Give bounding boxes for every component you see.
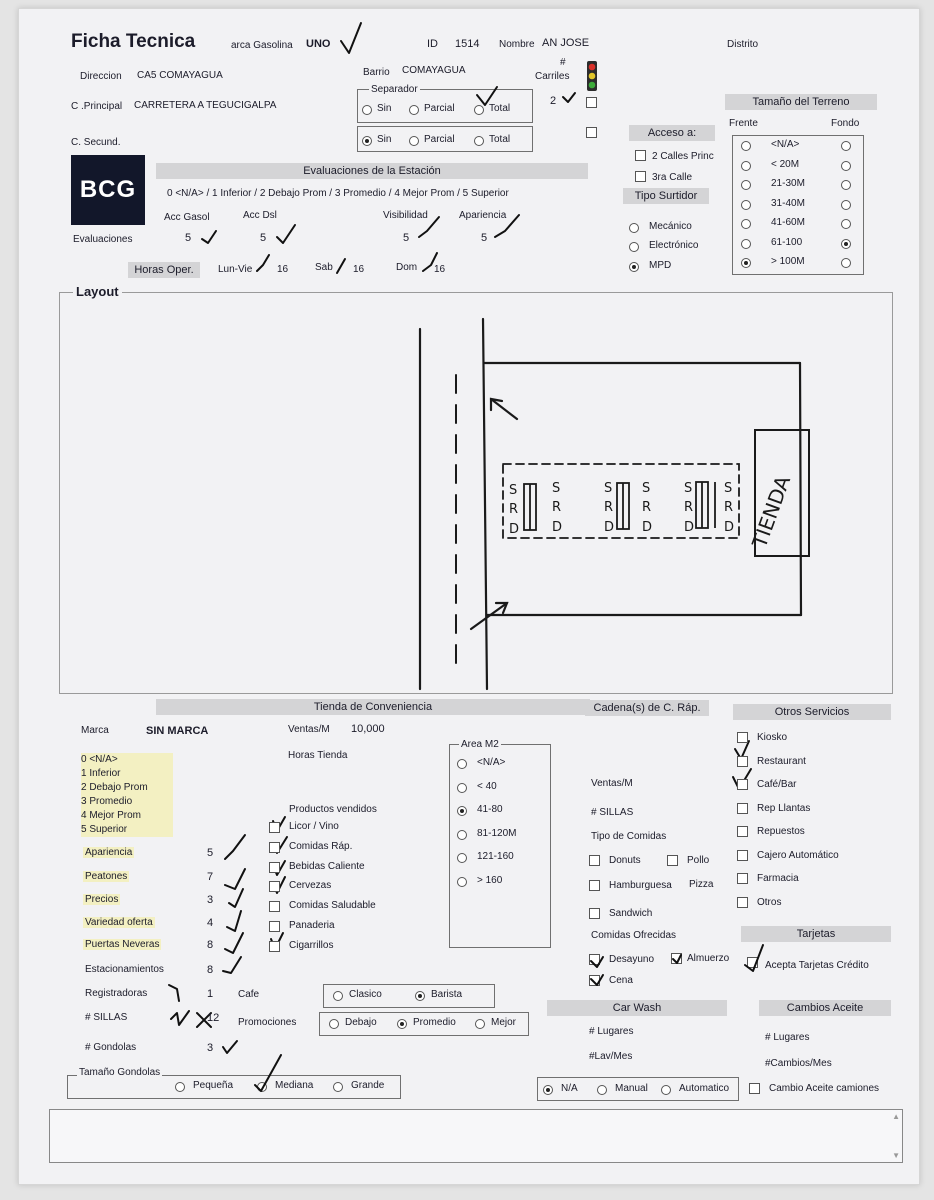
cafe-option: Barista [431,989,463,1000]
producto-checkbox[interactable] [269,881,280,892]
cadena-sillas-label: # SILLAS [591,807,634,818]
carwash-lugares-label: # Lugares [589,1026,634,1037]
horas-sab-value[interactable]: 16 [353,264,365,275]
pump-3-right-r: R [724,500,734,515]
gondolas-size-option: Mediana [275,1080,314,1091]
cafe-label: Cafe [238,989,260,1000]
producto-option: Comidas Saludable [289,900,376,912]
producto-checkbox[interactable] [269,901,280,912]
horas-sab-label: Sab [315,262,333,273]
evaluaciones-title: Evaluaciones de la Estación [156,163,588,179]
promo-mejor-radio[interactable] [475,1019,485,1029]
cafe-barista-radio[interactable] [415,991,425,1001]
otros-servicio-option: Café/Bar [757,779,797,790]
separador-option: Total [489,103,511,114]
eval-visibilidad-value[interactable]: 5 [403,232,410,244]
promo-option: Mejor [491,1017,517,1028]
gondolas-size-option: Grande [351,1080,385,1091]
separador-option: Sin [377,103,392,114]
producto-option: Bebidas Caliente [289,860,365,872]
separador2-option: Sin [377,134,392,145]
tipo-sandwich-checkbox[interactable] [589,908,600,919]
productos-label: Productos vendidos [289,804,377,815]
direccion-value[interactable]: CA5 COMAYAGUA [137,70,223,81]
tipo-comida-option: Donuts [609,855,641,866]
carwash-na-radio[interactable] [543,1085,553,1095]
scroll-down-icon[interactable]: ▼ [892,1151,900,1160]
area-option: < 40 [477,780,497,792]
tienda-sketch-label: TIENDA [747,472,796,551]
tienda-rating-label: Registradoras [85,988,148,999]
eval-apariencia-value[interactable]: 5 [481,232,488,244]
layout-sketch [399,309,819,694]
surtidor-electronico-radio[interactable] [629,242,639,252]
area-option: <N/A> [477,757,506,768]
separador2-parcial-radio[interactable] [409,136,419,146]
surtidor-mpd-radio[interactable] [629,262,639,272]
tipo-pollo-checkbox[interactable] [667,855,678,866]
evaluaciones-row-label: Evaluaciones [73,234,133,245]
cambios-mes-label: #Cambios/Mes [765,1058,832,1069]
terreno-frente-radio[interactable] [741,180,751,190]
terreno-fondo-radio[interactable] [841,258,851,268]
terreno-option: 41-60M [771,217,805,228]
area-option: 81-120M [477,827,517,839]
cafe-option: Clasico [349,989,382,1000]
eval-acc-gasol-value[interactable]: 5 [185,232,192,244]
pump-2-right-r: R [642,500,652,515]
producto-option: Comidas Ráp. [289,840,353,852]
area-radio[interactable] [457,759,467,769]
separador2-sin-radio[interactable] [362,136,372,146]
area-radio[interactable] [457,853,467,863]
terreno-option: < 20M [771,158,800,170]
notes-textarea[interactable] [49,1109,903,1163]
surtidor-title: Tipo Surtidor [623,188,709,204]
gondolas-size-option: Pequeña [193,1080,234,1091]
pump-3-left-d: D [684,520,695,535]
pump-1-left-r: R [509,502,519,517]
tienda-rating-value[interactable]: 3 [207,1042,214,1054]
evaluaciones-scale: 0 <N/A> / 1 Inferior / 2 Debajo Prom / 3 Promedio / 4 Mejor Prom / 5 Superior [167,188,509,199]
cafe-clasico-radio[interactable] [333,991,343,1001]
tienda-rating-value[interactable]: 4 [207,917,214,929]
tienda-marca-label: Marca [81,725,109,736]
bcg-logo: BCG [71,155,145,225]
traffic-light-icon [585,61,599,91]
pump-3-left-s: S [684,481,693,496]
surtidor-option: Mecánico [649,221,692,232]
scroll-up-icon[interactable]: ▲ [892,1112,900,1121]
producto-option: Licor / Vino [289,821,339,832]
ofrecida-option: Almuerzo [687,953,730,964]
horas-dom-label: Dom [396,262,418,273]
tienda-ventas-label: Ventas/M [288,724,330,735]
tienda-rating-value[interactable]: 1 [207,988,214,1000]
tipo-comida-option: Pizza [689,879,714,890]
otros-servicio-option: Cajero Automático [757,849,839,861]
form-sheet [18,8,920,1185]
otros-servicio-option: Rep Llantas [757,802,811,814]
terreno-option: 31-40M [771,197,805,209]
pump-1-right-s: S [552,481,561,496]
comidas-ofrecidas-label: Comidas Ofrecidas [591,930,677,941]
carriles-hash: # [560,57,566,68]
otros-servicio-checkbox[interactable] [737,732,748,743]
producto-checkbox[interactable] [269,941,280,952]
terreno-fondo-radio[interactable] [841,200,851,210]
pump-3-left-r: R [684,500,694,515]
pump-2-left-r: R [604,500,614,515]
distrito-label: Distrito [727,39,759,50]
area-radio[interactable] [457,806,467,816]
barrio-label: Barrio [363,67,390,78]
terreno-frente-radio[interactable] [741,239,751,249]
tarjetas-title: Tarjetas [741,926,891,942]
producto-option: Cervezas [289,880,332,892]
acceso-option: 3ra Calle [652,172,693,183]
gondolas-grande-radio[interactable] [333,1082,343,1092]
cadena-ventas-label: Ventas/M [591,778,633,789]
area-radio[interactable] [457,877,467,887]
acceso-3ra-calle-checkbox[interactable] [635,171,646,182]
area-group [449,744,551,948]
pump-2-right-d: D [642,520,653,535]
cambios-title: Cambios Aceite [759,1000,891,1016]
carwash-option: Automatico [679,1083,730,1094]
terreno-option: 61-100 [771,236,803,248]
tienda-rating-label: Puertas Neveras [85,939,160,950]
tienda-rating-label: # SILLAS [85,1012,128,1023]
terreno-option: 21-30M [771,178,805,189]
otros-servicio-checkbox[interactable] [737,803,748,814]
producto-checkbox[interactable] [269,862,280,873]
promociones-label: Promociones [238,1017,297,1028]
tipo-comida-option: Pollo [687,855,710,866]
eval-acc-dsl-value[interactable]: 5 [260,232,267,244]
cadena-title: Cadena(s) de C. Ráp. [585,700,709,716]
producto-checkbox[interactable] [269,842,280,853]
carwash-manual-radio[interactable] [597,1085,607,1095]
terreno-fondo-radio[interactable] [841,239,851,249]
nombre-value[interactable]: AN JOSE [542,37,590,49]
promo-promedio-radio[interactable] [397,1019,407,1029]
otros-servicio-checkbox[interactable] [737,779,748,790]
tienda-rating-label: Estacionamientos [85,964,164,975]
id-label: ID [427,38,438,50]
tienda-rating-label: Apariencia [85,847,133,858]
tienda-rating-label: Variedad oferta [85,917,153,928]
gondolas-mediana-radio[interactable] [257,1082,267,1092]
calle-principal-label: C .Principal [71,101,123,112]
eval-acc-gasol-label: Acc Gasol [164,212,210,223]
eval-visibilidad-label: Visibilidad [383,210,428,221]
surtidor-mecanico-radio[interactable] [629,223,639,233]
eval-apariencia-label: Apariencia [459,210,507,221]
tienda-rating-scale: 0 <N/A> 1 Inferior 2 Debajo Prom 3 Promedio 4 Mejor Prom 5 Superior [81,753,173,837]
direccion-label: Direccion [80,71,122,82]
carwash-option: Manual [615,1083,648,1094]
producto-option: Cigarrillos [289,939,334,951]
carwash-option: N/A [561,1083,578,1094]
tienda-rating-label: Precios [85,894,119,905]
terreno-fondo-radio[interactable] [841,219,851,229]
terreno-option: > 100M [771,256,805,267]
carriles-checkbox[interactable] [586,97,597,108]
terreno-fondo-radio[interactable] [841,161,851,171]
pump-2-left-d: D [604,520,615,535]
otros-servicio-checkbox[interactable] [737,850,748,861]
otros-servicio-checkbox[interactable] [737,756,748,767]
tienda-rating-value[interactable]: 3 [207,894,214,906]
producto-checkbox[interactable] [269,921,280,932]
tipo-comida-option: Hamburguesa [609,880,672,891]
terreno-frente-label: Frente [729,118,758,129]
tienda-marca-value[interactable]: SIN MARCA [146,725,209,737]
tienda-rating-value[interactable]: 12 [207,1012,220,1024]
horas-dom-value[interactable]: 16 [434,264,446,275]
tienda-title: Tienda de Conveniencia [156,699,590,715]
otros-servicio-checkbox[interactable] [737,897,748,908]
tienda-rating-value[interactable]: 8 [207,964,214,976]
terreno-frente-radio[interactable] [741,161,751,171]
gondolas-size-label: Tamaño Gondolas [79,1067,161,1078]
tarjetas-label: Acepta Tarjetas Crédito [765,960,869,971]
horas-oper-label: Horas Oper. [128,262,200,278]
otros-title: Otros Servicios [733,704,891,720]
tipo-donuts-checkbox[interactable] [589,855,600,866]
producto-checkbox[interactable] [269,822,280,833]
separador-parcial-radio[interactable] [409,105,419,115]
pump-3-right-s: S [724,481,733,496]
form-title: Ficha Tecnica [71,31,196,52]
otros-servicio-option: Repuestos [757,826,805,837]
tienda-rating-value[interactable]: 5 [207,847,214,859]
horas-lun-label: Lun-Vie [218,264,253,275]
promo-debajo-radio[interactable] [329,1019,339,1029]
tienda-rating-value[interactable]: 8 [207,939,214,951]
cambios-lugares-label: # Lugares [765,1032,810,1043]
acceso-option: 2 Calles Princ [652,151,714,162]
otros-servicio-option: Otros [757,896,782,908]
separador-total-radio[interactable] [474,105,484,115]
terreno-frente-radio[interactable] [741,258,751,268]
barrio-value[interactable]: COMAYAGUA [402,65,466,76]
surtidor-option: MPD [649,260,672,271]
ofrecida-desayuno-checkbox[interactable] [589,954,600,965]
carwash-automatico-radio[interactable] [661,1085,671,1095]
terreno-fondo-radio[interactable] [841,141,851,151]
terreno-fondo-label: Fondo [831,118,860,129]
producto-option: Panaderia [289,920,335,931]
otros-servicio-option: Farmacia [757,873,799,884]
calle-secundaria-label: C. Secund. [71,137,121,148]
separador2-option: Parcial [424,134,455,145]
surtidor-option: Electrónico [649,240,699,251]
tienda-ventas-value[interactable]: 10,000 [351,723,385,735]
terreno-frente-radio[interactable] [741,141,751,151]
terreno-title: Tamaño del Terreno [725,94,877,110]
id-value[interactable]: 1514 [455,38,480,50]
carwash-title: Car Wash [547,1000,727,1016]
cambio-camiones-checkbox[interactable] [749,1083,760,1094]
area-option: 41-80 [477,804,503,815]
tienda-rating-value[interactable]: 7 [207,871,214,883]
ofrecida-cena-checkbox[interactable] [589,975,600,986]
terreno-frente-radio[interactable] [741,200,751,210]
promo-option: Debajo [345,1017,377,1028]
separador2-option: Total [489,134,511,145]
area-option: 121-160 [477,851,514,862]
otros-servicio-option: Kiosko [757,732,788,743]
calle-principal-value[interactable]: CARRETERA A TEGUCIGALPA [134,100,277,111]
marca-gasolina-label: arca Gasolina [231,40,293,51]
separador-sin-radio[interactable] [362,105,372,115]
carwash-lav-label: #Lav/Mes [589,1051,633,1062]
pump-1-left-d: D [509,522,520,537]
tipo-hamburguesa-checkbox[interactable] [589,880,600,891]
tienda-rating-label: # Gondolas [85,1042,137,1053]
separador-option: Parcial [424,103,455,114]
pump-1-right-d: D [552,520,563,535]
otros-servicio-option: Restaurant [757,755,806,767]
tipo-comida-option: Sandwich [609,908,653,919]
area-title: Area M2 [461,739,499,750]
otros-servicio-checkbox[interactable] [737,873,748,884]
pump-1-left-s: S [509,483,518,498]
otros-servicio-checkbox[interactable] [737,826,748,837]
tarjetas-checkbox[interactable] [747,957,758,968]
separador-label: Separador [371,84,418,95]
pump-1-right-r: R [552,500,562,515]
ofrecida-option: Desayuno [609,954,655,965]
promo-option: Promedio [413,1017,456,1028]
tienda-horas-label: Horas Tienda [288,750,348,761]
ofrecida-option: Cena [609,975,633,986]
cadena-tipo-label: Tipo de Comidas [591,831,667,842]
area-option: > 160 [477,874,503,886]
separador-checkbox[interactable] [586,127,597,138]
ofrecida-almuerzo-checkbox[interactable] [671,953,682,964]
nombre-label: Nombre [499,39,535,50]
pump-3-right-d: D [724,520,735,535]
area-radio[interactable] [457,830,467,840]
terreno-frente-radio[interactable] [741,219,751,229]
marca-gasolina-value[interactable]: UNO [306,38,331,50]
tienda-rating-label: Peatones [85,871,128,882]
horas-lun-value[interactable]: 16 [277,264,289,275]
separador2-total-radio[interactable] [474,136,484,146]
terreno-fondo-radio[interactable] [841,180,851,190]
pump-2-left-s: S [604,481,613,496]
carriles-label: Carriles [535,71,570,82]
terreno-option: <N/A> [771,139,800,150]
acceso-2-calles-checkbox[interactable] [635,150,646,161]
carriles-value[interactable]: 2 [550,95,557,107]
area-radio[interactable] [457,783,467,793]
cambio-camiones-label: Cambio Aceite camiones [769,1083,880,1094]
layout-title: Layout [73,284,122,299]
eval-acc-dsl-label: Acc Dsl [243,210,277,221]
gondolas-pequena-radio[interactable] [175,1082,185,1092]
pump-2-right-s: S [642,481,651,496]
acceso-title: Acceso a: [629,125,715,141]
